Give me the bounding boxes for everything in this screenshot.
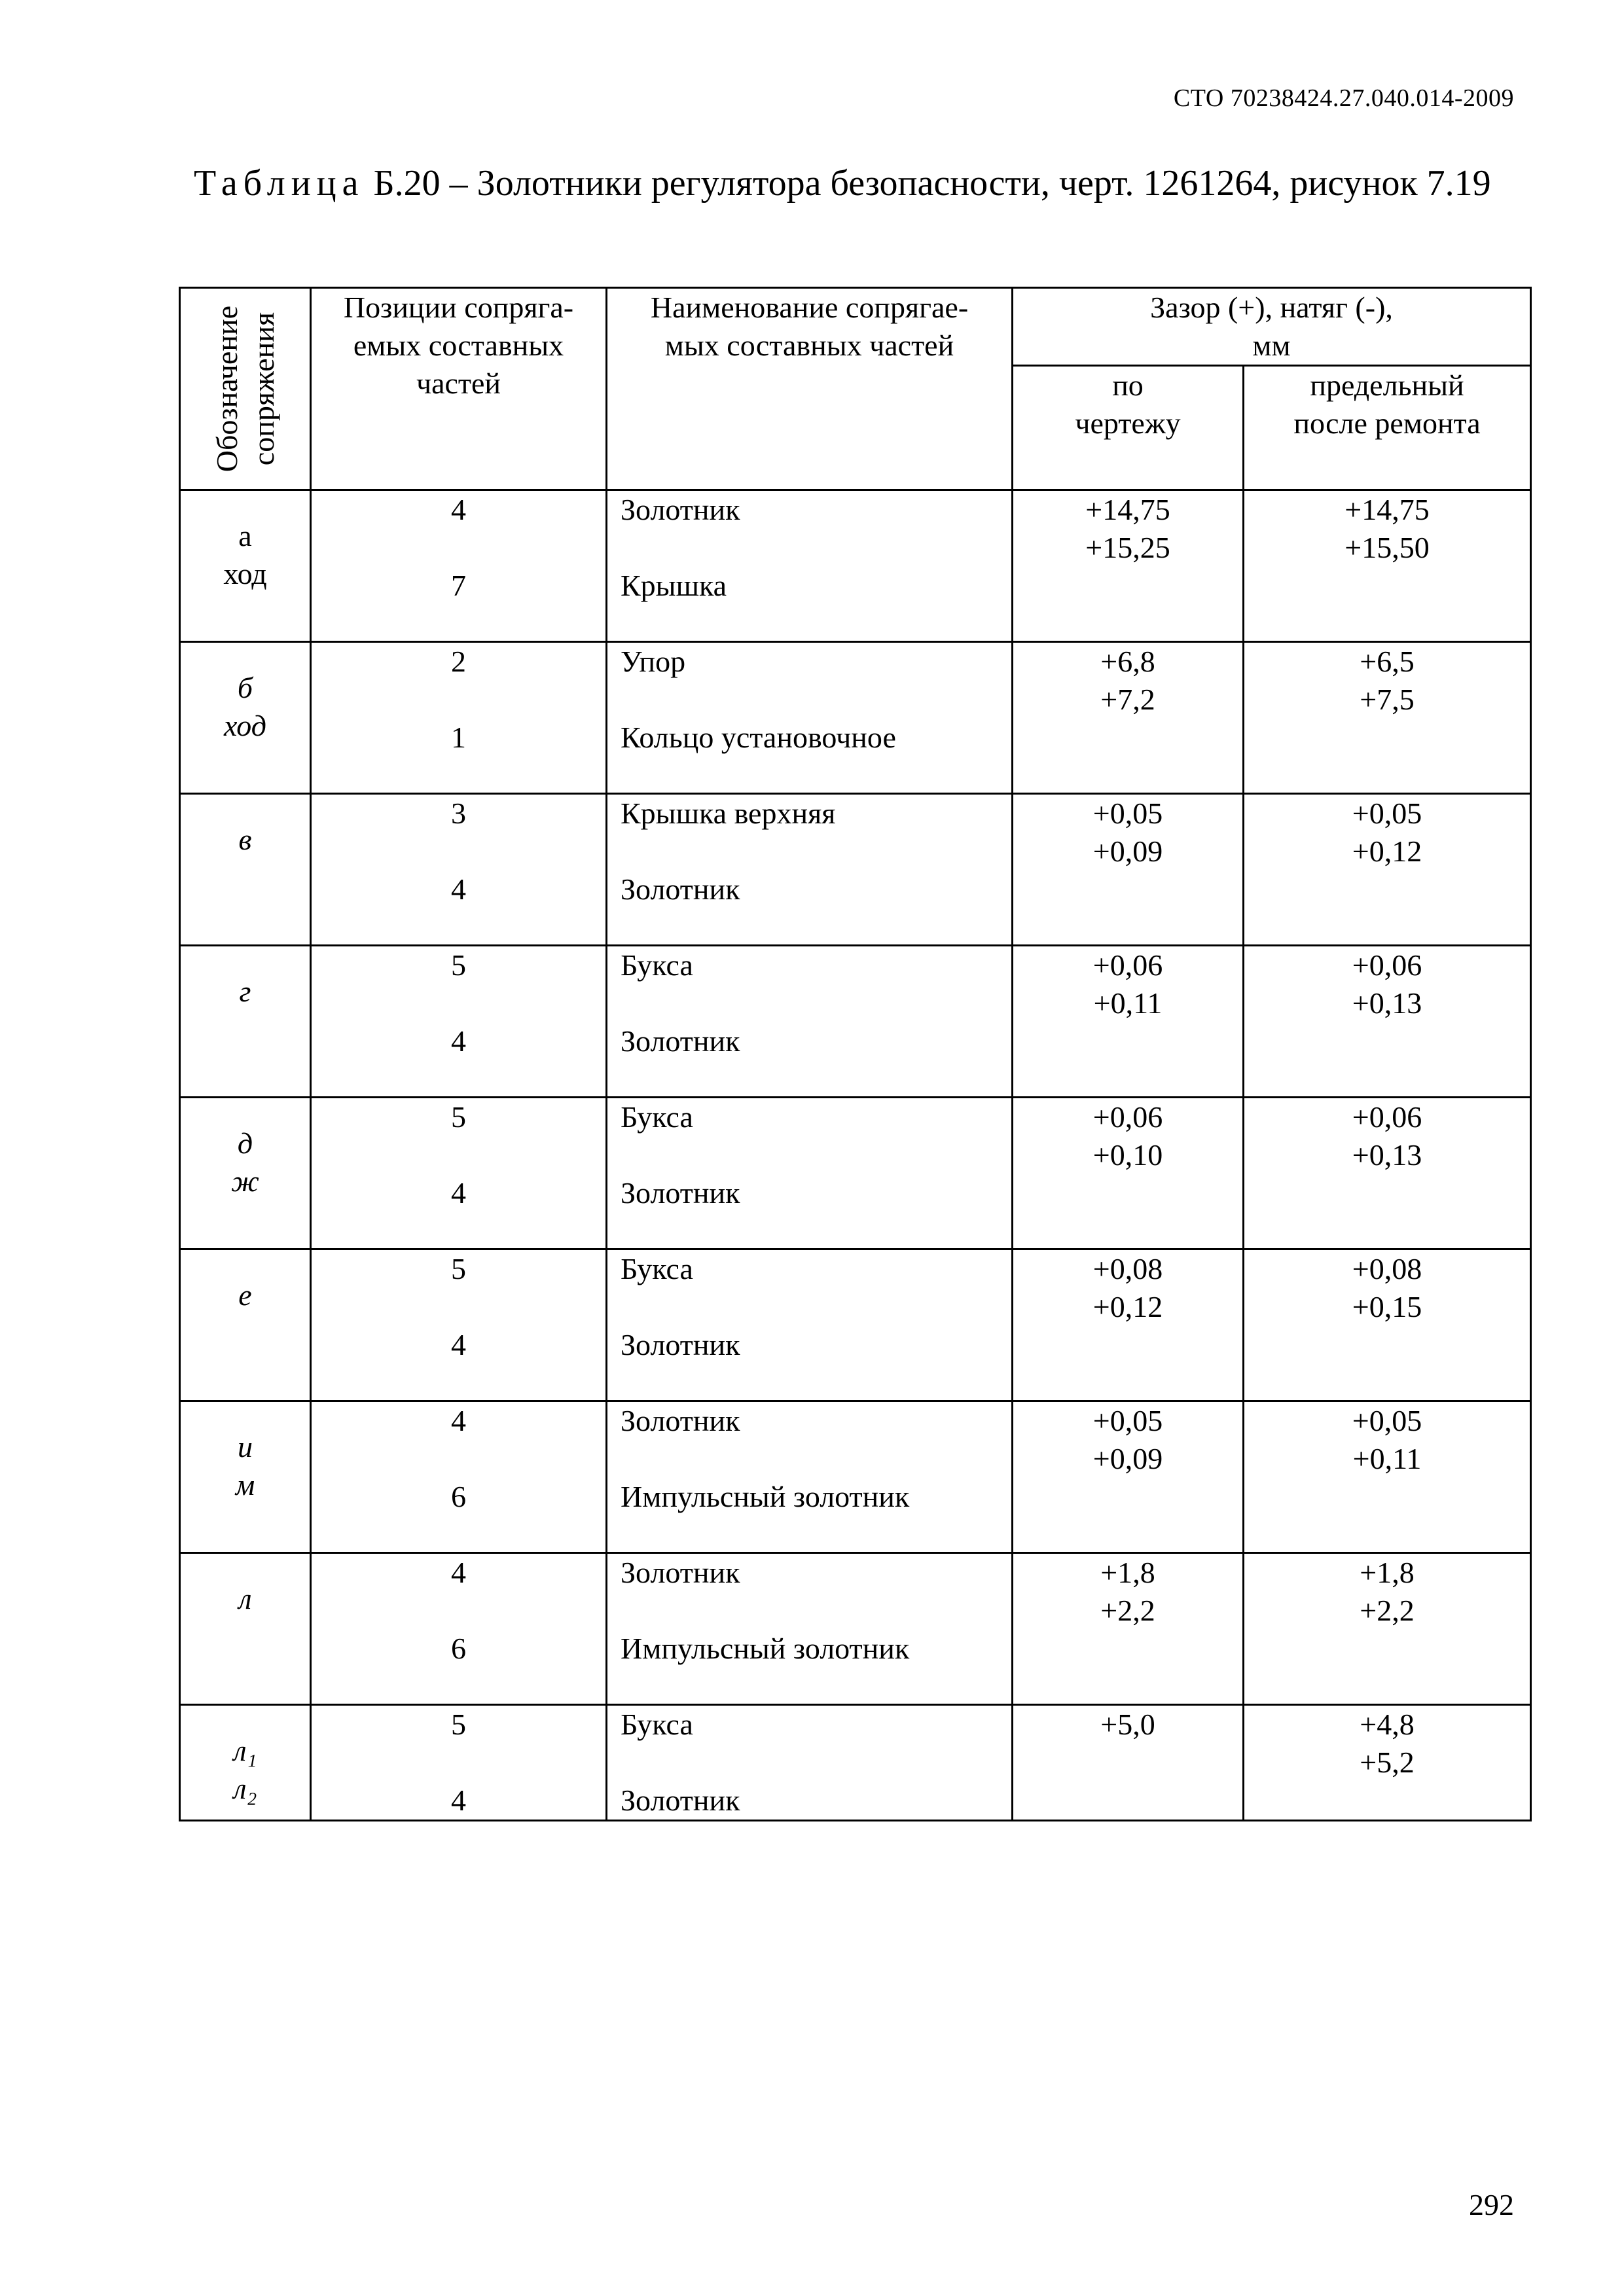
cell-positions xyxy=(311,1705,607,1821)
page-number: 292 xyxy=(1469,2188,1514,2221)
cell-limit-after-repair xyxy=(1244,1705,1531,1821)
table-row xyxy=(180,490,1531,642)
cell-by-drawing xyxy=(1013,1098,1244,1249)
part-name-2: Золотник xyxy=(621,1176,740,1210)
cell-by-drawing xyxy=(1013,1553,1244,1705)
part-name-2: Импульсный золотник xyxy=(621,1632,910,1665)
limit-value-2: +0,11 xyxy=(1352,1442,1422,1475)
part-name-1: Букса xyxy=(621,1100,693,1134)
cell-by-drawing xyxy=(1013,946,1244,1098)
header-part-names: Наименование сопрягае- мых составных частей xyxy=(607,288,1013,490)
part-name-2: Импульсный золотник xyxy=(621,1480,910,1513)
part-name-2: Крышка xyxy=(621,569,727,602)
part-name-1: Букса xyxy=(621,1252,693,1285)
position-1: 4 xyxy=(451,493,466,526)
cell-limit-after-repair xyxy=(1244,1098,1531,1249)
drawing-value-1: +0,05 xyxy=(1092,1404,1163,1437)
limit-value-2: +7,5 xyxy=(1360,683,1415,716)
table-caption xyxy=(194,149,1513,217)
code-line-1: е xyxy=(238,1278,252,1312)
position-1: 5 xyxy=(451,1252,466,1285)
position-2: 7 xyxy=(451,569,466,602)
header-limit-after-repair: предельный после ремонта xyxy=(1244,366,1531,490)
position-1: 4 xyxy=(451,1556,466,1589)
drawing-value-2: +15,25 xyxy=(1085,531,1170,564)
cell-limit-after-repair xyxy=(1244,490,1531,642)
drawing-value-1: +1,8 xyxy=(1100,1556,1155,1589)
cell-by-drawing xyxy=(1013,1401,1244,1553)
mating-clearances-table xyxy=(179,287,1532,1821)
limit-value-1: +4,8 xyxy=(1360,1708,1415,1741)
position-1: 3 xyxy=(451,797,466,830)
part-name-1: Упор xyxy=(621,645,686,678)
limit-value-2: +15,50 xyxy=(1344,531,1430,564)
header-code xyxy=(180,288,311,490)
cell-part-names xyxy=(607,1401,1013,1553)
cell-by-drawing xyxy=(1013,490,1244,642)
part-name-1: Золотник xyxy=(621,1404,740,1437)
cell-positions xyxy=(311,1249,607,1401)
position-2: 4 xyxy=(451,872,466,906)
limit-value-1: +0,06 xyxy=(1352,948,1422,982)
part-name-2: Золотник xyxy=(621,872,740,906)
drawing-value-1: +14,75 xyxy=(1085,493,1170,526)
document-code: СТО 70238424.27.040.014-2009 xyxy=(1173,84,1514,112)
cell-part-names xyxy=(607,946,1013,1098)
position-2: 6 xyxy=(451,1480,466,1513)
limit-value-1: +0,05 xyxy=(1352,1404,1422,1437)
limit-value-1: +14,75 xyxy=(1344,493,1430,526)
code-line-1: д xyxy=(237,1126,253,1160)
cell-positions xyxy=(311,1098,607,1249)
limit-value-1: +6,5 xyxy=(1360,645,1415,678)
drawing-value-2: +7,2 xyxy=(1100,683,1155,716)
limit-value-2: +0,13 xyxy=(1352,986,1422,1020)
table-row xyxy=(180,946,1531,1098)
limit-value-2: +5,2 xyxy=(1360,1746,1415,1779)
limit-value-1: +1,8 xyxy=(1360,1556,1415,1589)
cell-code xyxy=(180,1401,311,1553)
drawing-value-2: +0,12 xyxy=(1092,1290,1163,1323)
table-caption-text: Б.20 – Золотники регулятора безопасности, черт. 1261264, рисунок 7.19 xyxy=(364,163,1491,204)
cell-limit-after-repair xyxy=(1244,946,1531,1098)
limit-value-2: +2,2 xyxy=(1360,1594,1415,1627)
cell-by-drawing xyxy=(1013,1705,1244,1821)
position-2: 4 xyxy=(451,1176,466,1210)
cell-limit-after-repair xyxy=(1244,1553,1531,1705)
position-2: 4 xyxy=(451,1024,466,1058)
cell-code xyxy=(180,1098,311,1249)
code-line-1: л xyxy=(238,1582,252,1615)
code-line-2: ход xyxy=(224,709,266,742)
limit-value-2: +0,13 xyxy=(1352,1138,1422,1172)
part-name-1: Крышка верхняя xyxy=(621,797,836,830)
position-1: 5 xyxy=(451,948,466,982)
cell-positions xyxy=(311,794,607,946)
table-row xyxy=(180,642,1531,794)
cell-limit-after-repair xyxy=(1244,642,1531,794)
position-1: 4 xyxy=(451,1404,466,1437)
cell-code xyxy=(180,946,311,1098)
drawing-value-1: +0,05 xyxy=(1092,797,1163,830)
cell-part-names xyxy=(607,490,1013,642)
drawing-value-1: +0,06 xyxy=(1092,948,1163,982)
table-row xyxy=(180,1249,1531,1401)
code-line-2: л₂ xyxy=(233,1772,257,1805)
position-2: 6 xyxy=(451,1632,466,1665)
part-name-2: Кольцо установочное xyxy=(621,721,896,754)
code-line-1: и xyxy=(238,1430,253,1463)
code-line-2: м xyxy=(235,1468,255,1501)
cell-code xyxy=(180,490,311,642)
cell-part-names xyxy=(607,1553,1013,1705)
drawing-value-1: +0,08 xyxy=(1092,1252,1163,1285)
table-row xyxy=(180,1401,1531,1553)
table-row xyxy=(180,1705,1531,1821)
cell-by-drawing xyxy=(1013,642,1244,794)
drawing-value-1: +6,8 xyxy=(1100,645,1155,678)
part-name-2: Золотник xyxy=(621,1024,740,1058)
position-2: 4 xyxy=(451,1328,466,1361)
limit-value-1: +0,08 xyxy=(1352,1252,1422,1285)
code-line-2: ж xyxy=(231,1164,259,1198)
drawing-value-2: +0,09 xyxy=(1092,1442,1163,1475)
limit-value-2: +0,15 xyxy=(1352,1290,1422,1323)
cell-code xyxy=(180,1249,311,1401)
cell-limit-after-repair xyxy=(1244,1401,1531,1553)
code-line-1: б xyxy=(237,671,253,704)
cell-positions xyxy=(311,642,607,794)
drawing-value-1: +5,0 xyxy=(1100,1708,1155,1741)
limit-value-2: +0,12 xyxy=(1352,834,1422,868)
part-name-2: Золотник xyxy=(621,1328,740,1361)
limit-value-1: +0,05 xyxy=(1352,797,1422,830)
cell-part-names xyxy=(607,1705,1013,1821)
code-line-1: г xyxy=(239,975,251,1008)
part-name-2: Золотник xyxy=(621,1784,740,1817)
table-row xyxy=(180,1098,1531,1249)
part-name-1: Золотник xyxy=(621,493,740,526)
cell-part-names xyxy=(607,1249,1013,1401)
cell-part-names xyxy=(607,642,1013,794)
header-positions: Позиции сопряга- емых составных частей xyxy=(311,288,607,490)
drawing-value-2: +0,11 xyxy=(1093,986,1163,1020)
cell-code xyxy=(180,642,311,794)
header-gap-group: Зазор (+), натяг (-), мм xyxy=(1013,288,1531,366)
drawing-value-2: +0,09 xyxy=(1092,834,1163,868)
position-1: 5 xyxy=(451,1708,466,1741)
position-2: 1 xyxy=(451,721,466,754)
drawing-value-1: +0,06 xyxy=(1092,1100,1163,1134)
cell-by-drawing xyxy=(1013,794,1244,946)
code-line-1: а xyxy=(238,519,252,552)
cell-part-names xyxy=(607,794,1013,946)
position-2: 4 xyxy=(451,1784,466,1817)
header-code-label: Обозначение сопряжения xyxy=(209,305,280,473)
limit-value-1: +0,06 xyxy=(1352,1100,1422,1134)
position-1: 2 xyxy=(451,645,466,678)
cell-positions xyxy=(311,490,607,642)
cell-by-drawing xyxy=(1013,1249,1244,1401)
table-caption-label: Таблица xyxy=(194,163,365,204)
code-line-2: ход xyxy=(223,557,267,590)
position-1: 5 xyxy=(451,1100,466,1134)
drawing-value-2: +0,10 xyxy=(1092,1138,1163,1172)
table-body xyxy=(180,490,1531,1821)
part-name-1: Золотник xyxy=(621,1556,740,1589)
cell-positions xyxy=(311,1553,607,1705)
cell-code xyxy=(180,1705,311,1821)
drawing-value-2: +2,2 xyxy=(1100,1594,1155,1627)
cell-limit-after-repair xyxy=(1244,794,1531,946)
part-name-1: Букса xyxy=(621,948,693,982)
cell-limit-after-repair xyxy=(1244,1249,1531,1401)
cell-code xyxy=(180,794,311,946)
code-line-1: в xyxy=(238,823,252,856)
cell-positions xyxy=(311,946,607,1098)
table-row xyxy=(180,1553,1531,1705)
cell-positions xyxy=(311,1401,607,1553)
cell-code xyxy=(180,1553,311,1705)
code-line-1: л₁ xyxy=(233,1734,257,1767)
part-name-1: Букса xyxy=(621,1708,693,1741)
table-row xyxy=(180,794,1531,946)
header-by-drawing: по чертежу xyxy=(1013,366,1244,490)
cell-part-names xyxy=(607,1098,1013,1249)
